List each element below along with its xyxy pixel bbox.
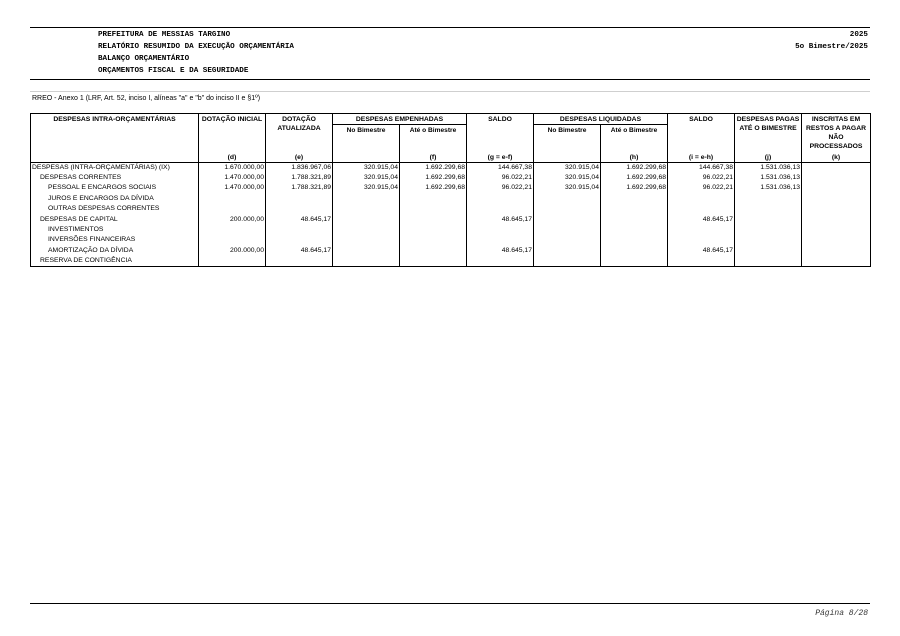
- col-label-f: (f): [400, 152, 467, 163]
- cell-emp-bim: [333, 235, 400, 245]
- col-header-paid-expenses: DESPESAS PAGAS ATÉ O BIMESTRE: [735, 114, 802, 152]
- cell-liq-bim: [534, 225, 601, 235]
- cell-pagas: [735, 225, 802, 235]
- table-row: [31, 214, 871, 224]
- cell-insc: [802, 173, 871, 183]
- row-description: INVESTIMENTOS: [31, 225, 199, 235]
- cell-saldo1: 144.667,38: [467, 162, 534, 173]
- cell-pagas: [735, 246, 802, 256]
- cell-insc: [802, 214, 871, 224]
- table-row: [31, 225, 871, 235]
- cell-ini: 1.470.000,00: [199, 173, 266, 183]
- cell-saldo1: 48.645,17: [467, 214, 534, 224]
- col-label-d: (d): [199, 152, 266, 163]
- table-row: [31, 183, 871, 193]
- cell-saldo2: [668, 225, 735, 235]
- cell-saldo1: [467, 194, 534, 204]
- cell-insc: [802, 225, 871, 235]
- cell-ini: [199, 194, 266, 204]
- cell-emp-ate: [400, 194, 467, 204]
- cell-liq-ate: [601, 214, 668, 224]
- cell-saldo2: 144.667,38: [668, 162, 735, 173]
- cell-saldo1: 96.022,21: [467, 173, 534, 183]
- cell-emp-bim: [333, 225, 400, 235]
- cell-saldo1: [467, 225, 534, 235]
- col-label-description: [31, 152, 199, 163]
- cell-insc: [802, 256, 871, 267]
- table-row: [31, 162, 871, 173]
- cell-insc: [802, 204, 871, 214]
- cell-insc: [802, 162, 871, 173]
- cell-emp-ate: [400, 214, 467, 224]
- cell-ini: 1.670.000,00: [199, 162, 266, 173]
- cell-liq-ate: 1.692.299,68: [601, 162, 668, 173]
- cell-liq-ate: 1.692.299,68: [601, 173, 668, 183]
- cell-saldo2: 48.645,17: [668, 246, 735, 256]
- row-description: INVERSÕES FINANCEIRAS: [31, 235, 199, 245]
- cell-liq-bim: [534, 204, 601, 214]
- cell-saldo2: 96.022,21: [668, 183, 735, 193]
- cell-liq-ate: [601, 256, 668, 267]
- row-description: AMORTIZAÇÃO DA DÍVIDA: [31, 246, 199, 256]
- col-header-committed-to-date: Até o Bimestre: [400, 125, 467, 152]
- cell-insc: [802, 246, 871, 256]
- cell-liq-ate: [601, 225, 668, 235]
- row-description: RESERVA DE CONTIGÊNCIA: [31, 256, 199, 267]
- row-description: PESSOAL E ENCARGOS SOCIAIS: [31, 183, 199, 193]
- cell-saldo1: [467, 235, 534, 245]
- cell-saldo2: [668, 256, 735, 267]
- cell-atu: 1.788.321,89: [266, 173, 333, 183]
- cell-emp-bim: 320.915,04: [333, 162, 400, 173]
- col-header-description: DESPESAS INTRA-ORÇAMENTÁRIAS: [31, 114, 199, 152]
- col-header-balance-1: SALDO: [467, 114, 534, 152]
- row-description: DESPESAS CORRENTES: [31, 173, 199, 183]
- cell-liq-bim: 320.915,04: [534, 173, 601, 183]
- table-row: [31, 194, 871, 204]
- col-label-committed-in-bimester: [333, 152, 400, 163]
- col-label-settled-in-bimester: [534, 152, 601, 163]
- footer-rule: [30, 603, 870, 604]
- cell-saldo2: 96.022,21: [668, 173, 735, 183]
- cell-atu: [266, 225, 333, 235]
- cell-emp-bim: 320.915,04: [333, 183, 400, 193]
- col-label-h: (h): [601, 152, 668, 163]
- cell-atu: 1.788.321,89: [266, 183, 333, 193]
- col-label-g: (g = e-f): [467, 152, 534, 163]
- cell-insc: [802, 194, 871, 204]
- cell-atu: [266, 235, 333, 245]
- row-description: DESPESAS (INTRA-ORÇAMENTÁRIAS) (IX): [31, 162, 199, 173]
- cell-ini: [199, 256, 266, 267]
- col-header-balance-2: SALDO: [668, 114, 735, 152]
- header-report-subtitle: BALANÇO ORÇAMENTÁRIO: [98, 55, 190, 63]
- cell-liq-bim: [534, 235, 601, 245]
- cell-emp-ate: 1.692.299,68: [400, 162, 467, 173]
- col-header-committed-expenses: DESPESAS EMPENHADAS: [333, 114, 467, 125]
- cell-emp-ate: [400, 225, 467, 235]
- header-report-title: RELATÓRIO RESUMIDO DA EXECUÇÃO ORÇAMENTÁRIA: [98, 43, 294, 51]
- annex-reference: RREO - Anexo 1 (LRF, Art. 52, inciso I, alíneas "a" e "b" do inciso II e §1º): [32, 95, 261, 102]
- col-header-settled-in-bimester: No Bimestre: [534, 125, 601, 152]
- cell-saldo1: 48.645,17: [467, 246, 534, 256]
- cell-emp-ate: [400, 256, 467, 267]
- cell-emp-bim: [333, 256, 400, 267]
- col-header-unprocessed-payables: INSCRITAS EM RESTOS A PAGAR NÃO PROCESSADOS: [802, 114, 871, 152]
- cell-liq-bim: 320.915,04: [534, 183, 601, 193]
- col-header-initial-allocation: DOTAÇÃO INICIAL: [199, 114, 266, 152]
- cell-atu: [266, 256, 333, 267]
- cell-emp-bim: [333, 246, 400, 256]
- cell-saldo2: [668, 204, 735, 214]
- cell-pagas: 1.531.036,13: [735, 183, 802, 193]
- cell-pagas: [735, 214, 802, 224]
- cell-liq-bim: 320.915,04: [534, 162, 601, 173]
- cell-insc: [802, 183, 871, 193]
- cell-liq-ate: [601, 194, 668, 204]
- cell-pagas: 1.531.036,13: [735, 162, 802, 173]
- row-description: DESPESAS DE CAPITAL: [31, 214, 199, 224]
- row-description: OUTRAS DESPESAS CORRENTES: [31, 204, 199, 214]
- cell-emp-ate: 1.692.299,68: [400, 183, 467, 193]
- cell-ini: 1.470.000,00: [199, 183, 266, 193]
- cell-liq-bim: [534, 256, 601, 267]
- cell-liq-bim: [534, 246, 601, 256]
- header-entity: PREFEITURA DE MESSIAS TARGINO: [98, 31, 231, 39]
- col-label-e: (e): [266, 152, 333, 163]
- header-period: 5o Bimestre/2025: [795, 43, 868, 51]
- cell-ini: 200.000,00: [199, 214, 266, 224]
- cell-atu: 1.836.967,06: [266, 162, 333, 173]
- cell-insc: [802, 235, 871, 245]
- col-label-i: (i = e-h): [668, 152, 735, 163]
- cell-ini: [199, 235, 266, 245]
- cell-saldo1: [467, 256, 534, 267]
- cell-liq-ate: [601, 235, 668, 245]
- cell-emp-ate: [400, 246, 467, 256]
- col-header-updated-allocation: DOTAÇÃO ATUALIZADA: [266, 114, 333, 152]
- cell-atu: 48.645,17: [266, 214, 333, 224]
- cell-pagas: [735, 194, 802, 204]
- header-bottom-rule: [30, 79, 870, 80]
- col-label-k: (k): [802, 152, 871, 163]
- col-header-settled-expenses: DESPESAS LIQUIDADAS: [534, 114, 668, 125]
- cell-saldo2: 48.645,17: [668, 214, 735, 224]
- table-row: [31, 235, 871, 245]
- table-row: [31, 256, 871, 267]
- cell-pagas: [735, 204, 802, 214]
- header-year: 2025: [849, 31, 868, 39]
- table-row: [31, 204, 871, 214]
- col-header-committed-in-bimester: No Bimestre: [333, 125, 400, 152]
- cell-emp-bim: 320.915,04: [333, 173, 400, 183]
- cell-atu: 48.645,17: [266, 246, 333, 256]
- cell-pagas: [735, 256, 802, 267]
- cell-liq-bim: [534, 194, 601, 204]
- annex-rule: [30, 91, 870, 92]
- cell-liq-bim: [534, 214, 601, 224]
- row-description: JUROS E ENCARGOS DA DÍVIDA: [31, 194, 199, 204]
- cell-saldo1: [467, 204, 534, 214]
- table-row: [31, 173, 871, 183]
- header-top-rule: [30, 27, 870, 28]
- cell-saldo1: 96.022,21: [467, 183, 534, 193]
- cell-pagas: 1.531.036,13: [735, 173, 802, 183]
- cell-emp-bim: [333, 194, 400, 204]
- cell-pagas: [735, 235, 802, 245]
- cell-saldo2: [668, 194, 735, 204]
- cell-emp-bim: [333, 204, 400, 214]
- cell-atu: [266, 194, 333, 204]
- cell-liq-ate: [601, 204, 668, 214]
- cell-ini: [199, 225, 266, 235]
- cell-emp-bim: [333, 214, 400, 224]
- table-row: [31, 246, 871, 256]
- page-number: Página 8/28: [815, 609, 868, 618]
- intra-budget-expenses-table: [30, 113, 871, 267]
- cell-saldo2: [668, 235, 735, 245]
- cell-liq-ate: 1.692.299,68: [601, 183, 668, 193]
- cell-emp-ate: [400, 204, 467, 214]
- cell-atu: [266, 204, 333, 214]
- col-label-j: (j): [735, 152, 802, 163]
- cell-emp-ate: [400, 235, 467, 245]
- cell-liq-ate: [601, 246, 668, 256]
- cell-ini: [199, 204, 266, 214]
- header-scope: ORÇAMENTOS FISCAL E DA SEGURIDADE: [98, 67, 249, 75]
- cell-emp-ate: 1.692.299,68: [400, 173, 467, 183]
- cell-ini: 200.000,00: [199, 246, 266, 256]
- col-header-settled-to-date: Até o Bimestre: [601, 125, 668, 152]
